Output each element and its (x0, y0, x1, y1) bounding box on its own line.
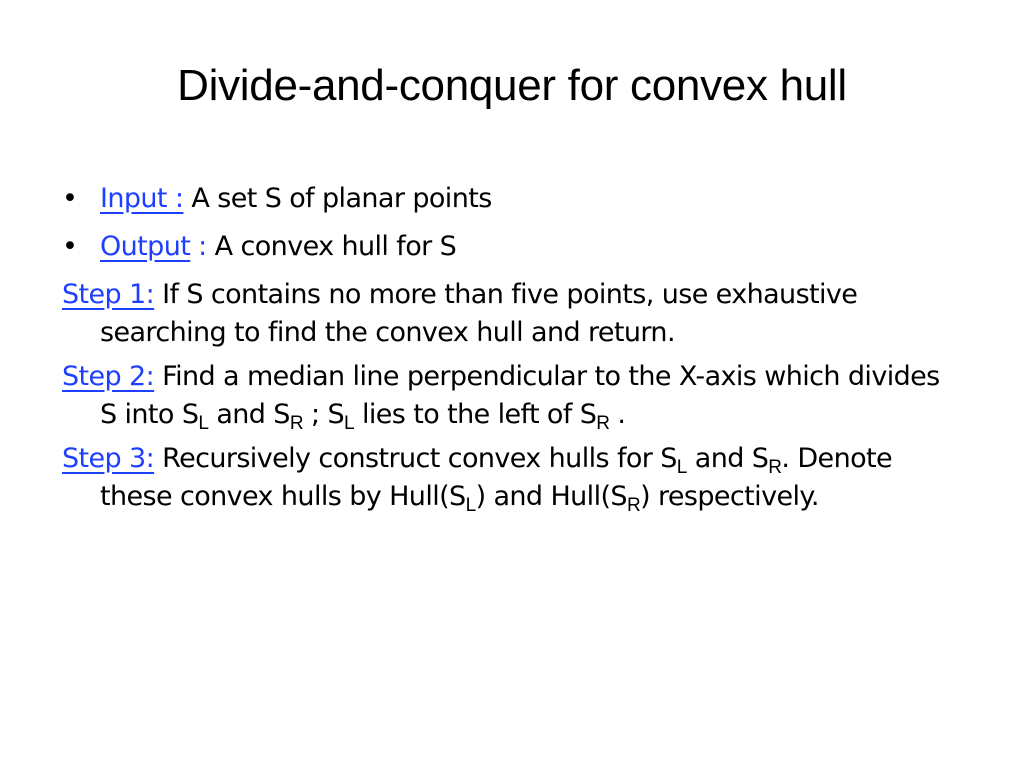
input-text: A set S of planar points (183, 183, 492, 214)
bullet-dot-icon: • (62, 231, 78, 262)
subscript-r: R (289, 413, 303, 434)
bullet-input (62, 180, 962, 218)
step-2-text: . (609, 399, 626, 430)
input-keyword: Input (100, 183, 175, 214)
subscript-l: L (198, 413, 209, 434)
subscript-r: R (768, 457, 782, 478)
step-3-text: and S (686, 443, 769, 474)
step-2 (62, 358, 962, 434)
step-1 (62, 276, 962, 352)
subscript-r: R (596, 413, 610, 434)
step-2-text: Find a median line perpendicular to the X-axis which divides S into S (100, 361, 940, 430)
bullet-output (62, 228, 962, 266)
subscript-l: L (344, 413, 354, 434)
step-3-text: Recursively construct convex hulls for S (154, 443, 677, 474)
output-keyword: Output (100, 231, 191, 262)
step-2-text: and S (208, 399, 290, 430)
step-3 (62, 440, 962, 516)
step-2-label: Step 2: (62, 361, 155, 392)
step-3-text: ) and Hull(S (475, 481, 627, 512)
step-2-text: ; S (302, 399, 344, 430)
output-colon: : (190, 231, 207, 262)
step-1-label: Step 1: (62, 279, 155, 310)
step-2-text: lies to the left of S (353, 399, 597, 430)
step-1-text: If S contains no more than five points, use exhaustive searching to find the convex hull and return. (100, 279, 858, 348)
step-3-text: ) respectively. (640, 481, 819, 512)
input-colon: : (174, 183, 184, 214)
slide-title: Divide-and-conquer for convex hull (177, 61, 847, 110)
bullet-dot-icon: • (62, 183, 78, 214)
subscript-l: L (465, 495, 476, 516)
step-3-text: . Denote these convex hulls by Hull(S (100, 443, 893, 512)
step-3-label: Step 3: (62, 443, 155, 474)
subscript-l: L (676, 457, 687, 478)
slide-body (62, 180, 962, 522)
subscript-r: R (626, 495, 641, 516)
output-text: A convex hull for S (206, 231, 457, 262)
